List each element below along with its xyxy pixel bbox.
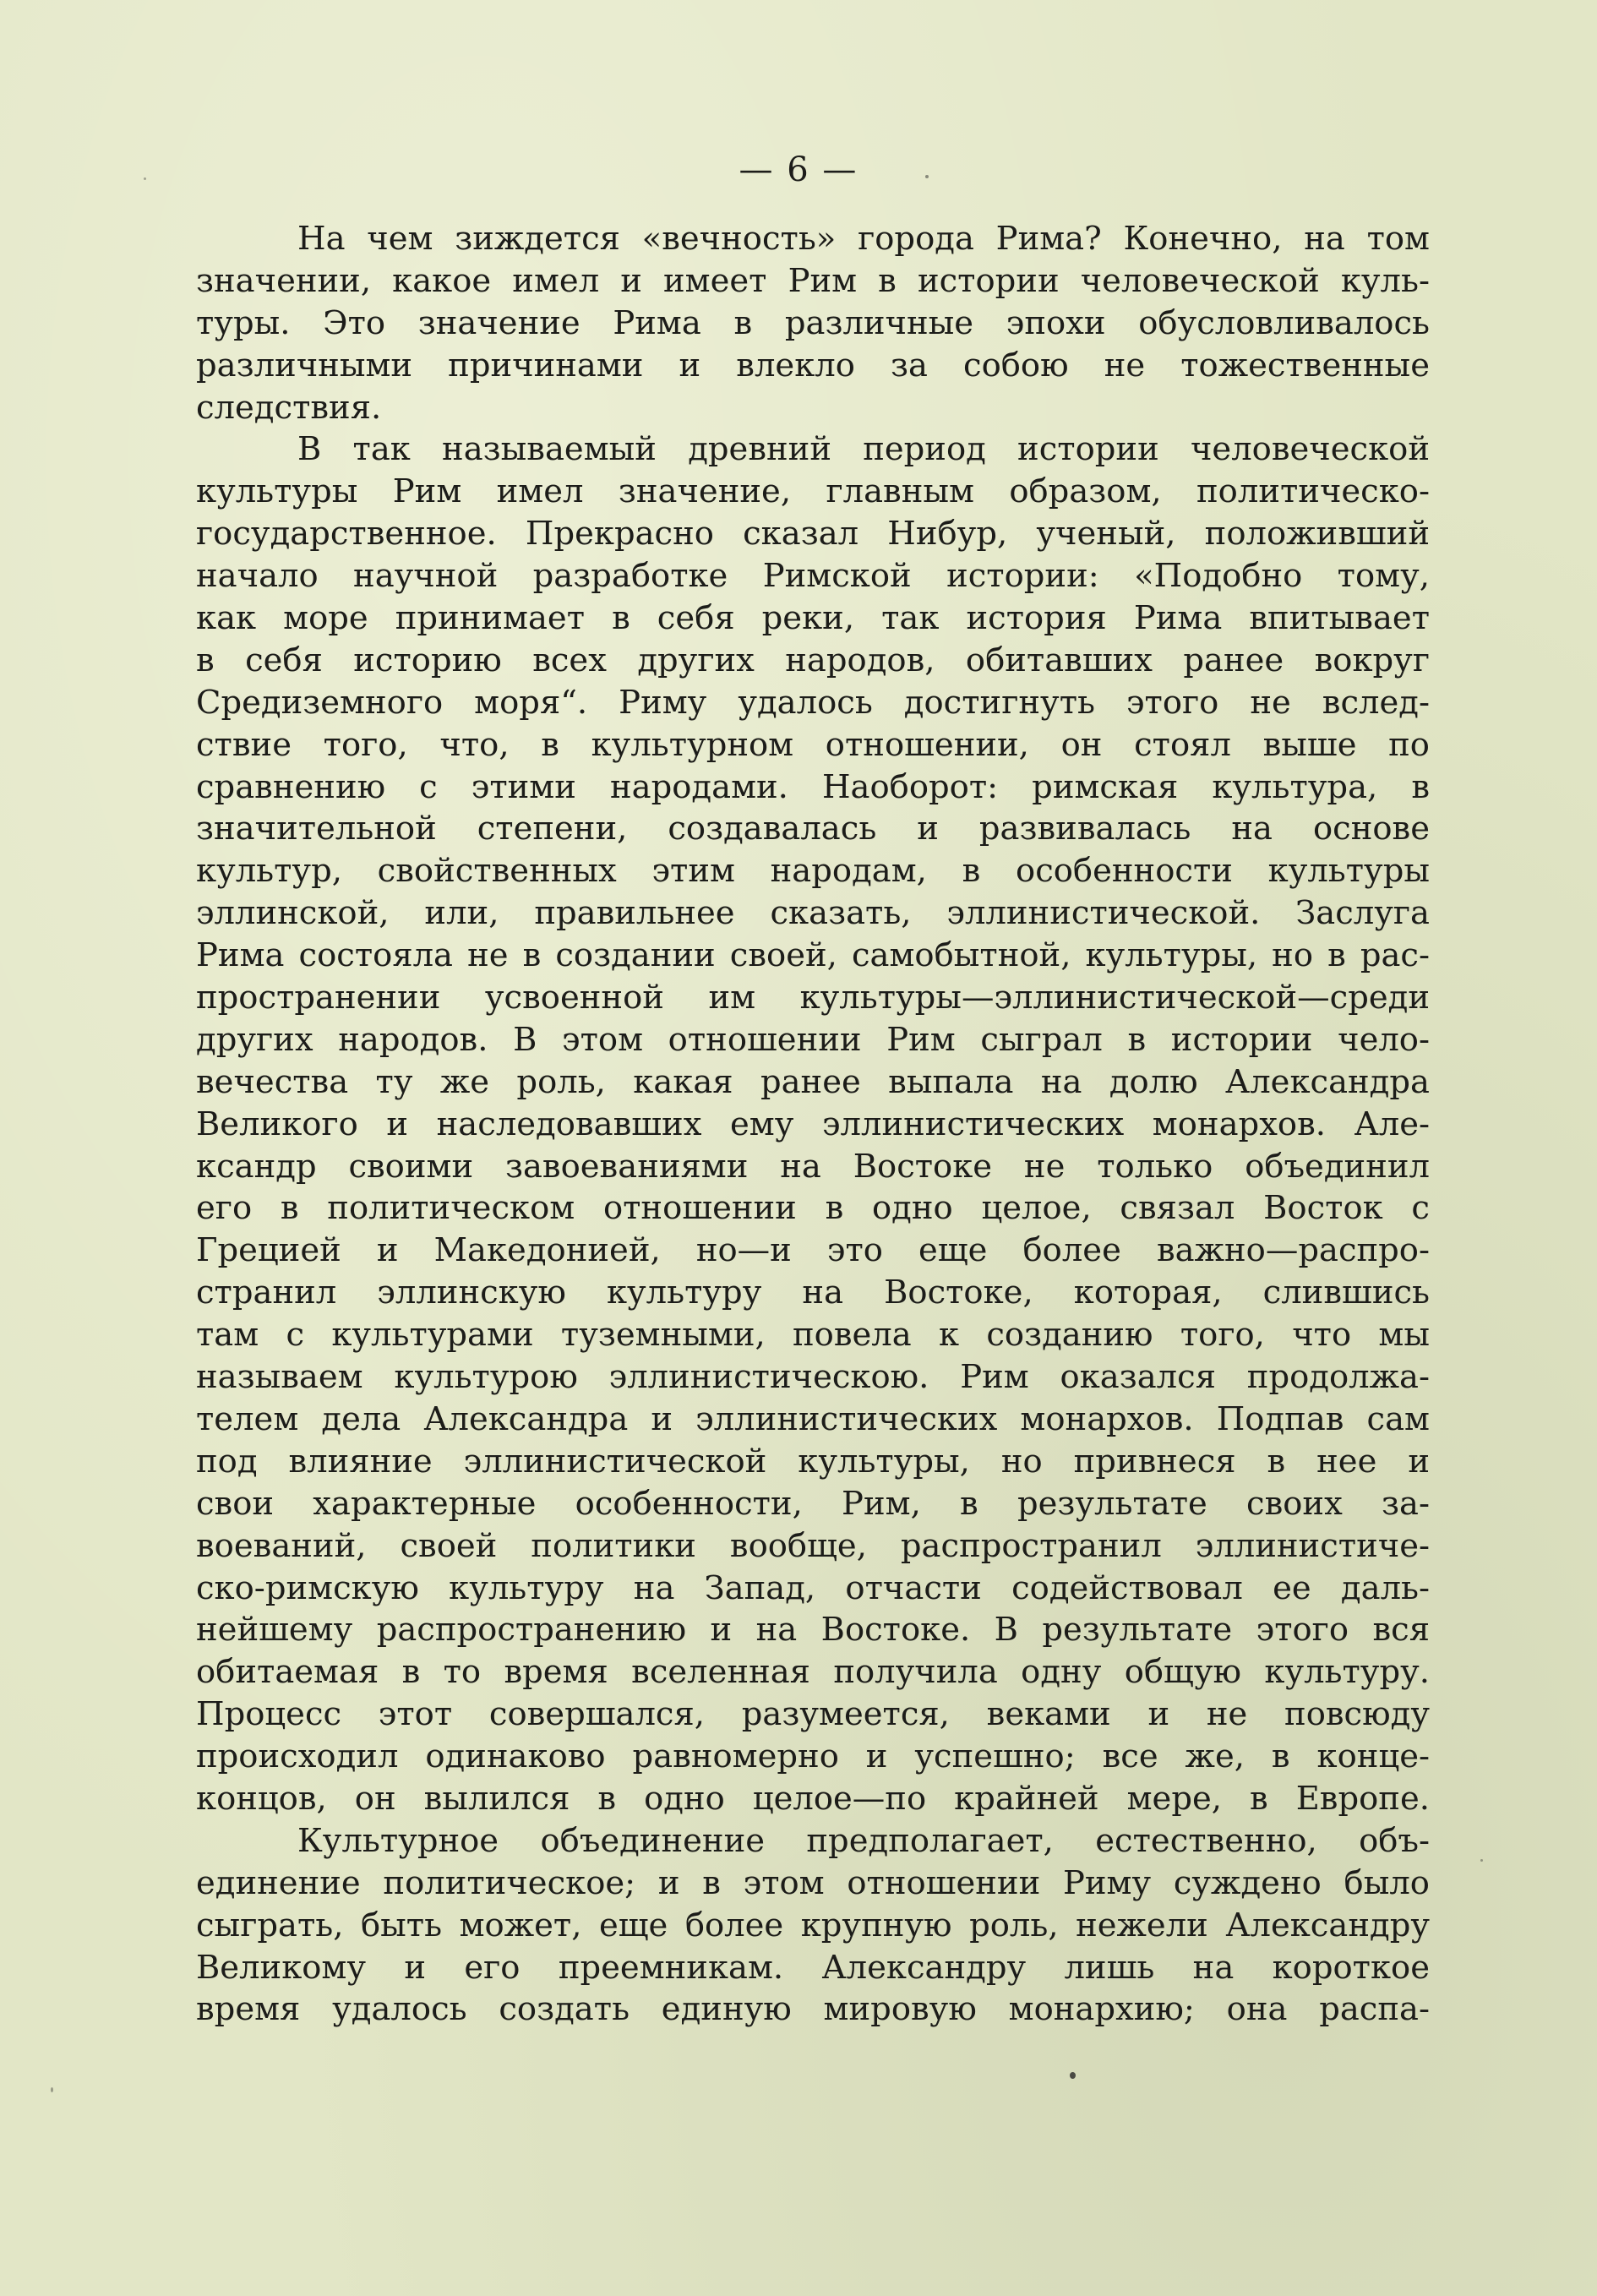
text-line: вечества ту же роль, какая ранее выпала на долю Александра <box>196 1062 1430 1101</box>
text-line: туры. Это значение Рима в различные эпохи обусловливалось <box>196 303 1430 342</box>
text-line: эллинской, или, правильнее сказать, эллинистической. Заслуга <box>196 894 1430 933</box>
text-line: там с культурами туземными, повела к созданию того, что мы <box>196 1316 1430 1355</box>
text-line: нейшему распространению и на Востоке. В результате этого вся <box>196 1611 1430 1650</box>
page-number: — 6 — <box>739 150 858 189</box>
text-line: Грецией и Македонией, но—и это еще более важно—распро- <box>196 1231 1430 1270</box>
text-line: свои характерные особенности, Рим, в результате своих за- <box>196 1484 1430 1523</box>
paper-speck <box>1480 1859 1483 1862</box>
text-line: следствия. <box>196 388 382 427</box>
text-line: обитаемая в то время вселенная получила одну общую культуру. <box>196 1653 1430 1692</box>
text-line: начало научной разработке Римской истории: «Подобно тому, <box>196 557 1430 596</box>
text-line: единение политическое; и в этом отношении Риму суждено было <box>196 1863 1430 1902</box>
text-line: пространении усвоенной им культуры—эллинистической—среди <box>196 979 1430 1017</box>
text-line: культуры Рим имел значение, главным образом, политическо- <box>196 472 1430 511</box>
text-line: сравнению с этими народами. Наоборот: римская культура, в <box>196 767 1430 806</box>
text-line: под влияние эллинистической культуры, но привнеся в нее и <box>196 1442 1430 1481</box>
text-line: других народов. В этом отношении Рим сыграл в истории чело- <box>196 1020 1430 1059</box>
text-line: Рима состояла не в создании своей, самобытной, культуры, но в рас- <box>196 936 1430 975</box>
text-line: в себя историю всех других народов, обитавших ранее вокруг <box>196 641 1430 679</box>
text-line: воеваний, своей политики вообще, распространил эллинистиче- <box>196 1526 1430 1565</box>
text-line: ско-римскую культуру на Запад, отчасти содействовал ее даль- <box>196 1568 1430 1607</box>
text-line: телем дела Александра и эллинистических монархов. Подпав сам <box>196 1399 1430 1438</box>
text-line: концов, он вылился в одно целое—по крайней мере, в Европе. <box>196 1779 1430 1818</box>
text-line: На чем зиждется «вечность» города Рима? Конечно, на том <box>297 220 1430 258</box>
text-line: сыграть, быть может, еще более крупную роль, нежели Александру <box>196 1906 1430 1944</box>
text-line: Средиземного моря“. Риму удалось достигнуть этого не вслед- <box>196 683 1430 722</box>
text-line: ксандр своими завоеваниями на Востоке не только объединил <box>196 1147 1430 1186</box>
paper-speck <box>144 177 146 180</box>
text-line: время удалось создать единую мировую монархию; она распа- <box>196 1990 1430 2029</box>
text-line: государственное. Прекрасно сказал Нибур, ученый, положивший <box>196 515 1430 554</box>
text-line: культур, свойственных этим народам, в особенности культуры <box>196 852 1430 891</box>
text-line: странил эллинскую культуру на Востоке, которая, слившись <box>196 1273 1430 1312</box>
text-line: Культурное объединение предполагает, естественно, объ- <box>297 1821 1430 1860</box>
text-line: Процесс этот совершался, разумеется, веками и не повсюду <box>196 1695 1430 1734</box>
paper-speck <box>925 175 929 178</box>
text-line: его в политическом отношении в одно целое, связал Восток с <box>196 1189 1430 1228</box>
text-line: Великого и наследовавших ему эллинистических монархов. Але- <box>196 1104 1430 1143</box>
body-text <box>196 218 1430 2031</box>
text-line: значительной степени, создавалась и развивалась на основе <box>196 810 1430 848</box>
text-line: значении, какое имел и имеет Рим в истории человеческой куль- <box>196 261 1430 300</box>
paper-speck <box>51 2087 53 2092</box>
text-line: называем культурою эллинистическою. Рим оказался продолжа- <box>196 1358 1430 1397</box>
paper-speck <box>1070 2072 1076 2079</box>
text-line: как море принимает в себя реки, так история Рима впитывает <box>196 599 1430 638</box>
text-line: различными причинами и влекло за собою не тожественные <box>196 346 1430 384</box>
text-line: происходил одинаково равномерно и успешно; все же, в конце- <box>196 1737 1430 1776</box>
text-line: В так называемый древний период истории человеческой <box>297 430 1430 469</box>
text-line: Великому и его преемникам. Александру лишь на короткое <box>196 1948 1430 1987</box>
text-line: ствие того, что, в культурном отношении, он стоял выше по <box>196 725 1430 764</box>
